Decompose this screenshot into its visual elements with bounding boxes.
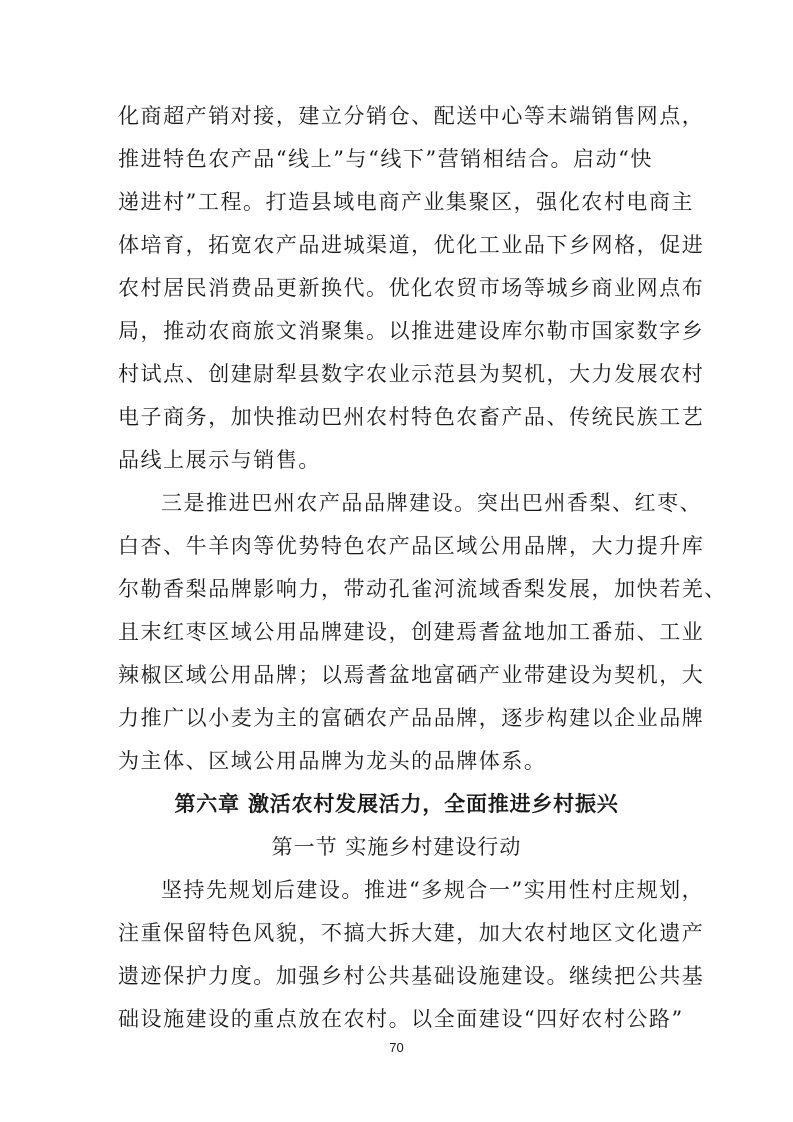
text-line: 村试点、创建尉犁县数字农业示范县为契机，大力发展农村 — [118, 362, 705, 386]
text-line: 力推广以小麦为主的富硒农产品品牌，逐步构建以企业品牌 — [118, 706, 705, 730]
text-line: 坚持先规划后建设。推进“多规合一”实用性村庄规划， — [161, 878, 705, 902]
text-line: 化商超产销对接，建立分销仓、配送中心等末端销售网点， — [118, 104, 705, 128]
text-line: 为主体、区域公用品牌为龙头的品牌体系。 — [118, 749, 547, 773]
text-line: 尔勒香梨品牌影响力，带动孔雀河流域香梨发展，加快若羌、 — [118, 577, 727, 601]
text-line: 遗迹保护力度。加强乡村公共基础设施建设。继续把公共基 — [118, 964, 705, 988]
text-line: 础设施建设的重点放在农村。以全面建设“四好农村公路” — [118, 1007, 684, 1031]
page-number: 70 — [389, 1040, 404, 1055]
text-line: 白杏、牛羊肉等优势特色农产品区域公用品牌，大力提升库 — [118, 534, 705, 558]
text-line: 三是推进巴州农产品品牌建设。突出巴州香梨、红枣、 — [161, 491, 703, 515]
text-line: 辣椒区域公用品牌；以焉耆盆地富硒产业带建设为契机，大 — [118, 663, 705, 687]
text-line: 农村居民消费品更新换代。优化农贸市场等城乡商业网点布 — [118, 276, 705, 300]
text-line: 递进村”工程。打造县域电商产业集聚区，强化农村电商主 — [118, 190, 695, 214]
text-line: 品线上展示与销售。 — [118, 448, 321, 472]
text-line: 推进特色农产品“线上”与“线下”营销相结合。启动“快 — [118, 147, 653, 171]
text-line: 电子商务，加快推动巴州农村特色农畜产品、传统民族工艺 — [118, 405, 705, 429]
text-line: 体培育，拓宽农产品进城渠道，优化工业品下乡网格，促进 — [118, 233, 705, 257]
text-line: 局，推动农商旅文消聚集。以推进建设库尔勒市国家数字乡 — [118, 319, 705, 343]
chapter-heading: 第六章 激活农村发展活力，全面推进乡村振兴 — [174, 792, 619, 816]
text-line: 注重保留特色风貌，不搞大拆大建，加大农村地区文化遗产 — [118, 921, 705, 945]
section-heading: 第一节 实施乡村建设行动 — [271, 835, 522, 859]
text-line: 且末红枣区域公用品牌建设，创建焉耆盆地加工番茄、工业 — [118, 620, 705, 644]
